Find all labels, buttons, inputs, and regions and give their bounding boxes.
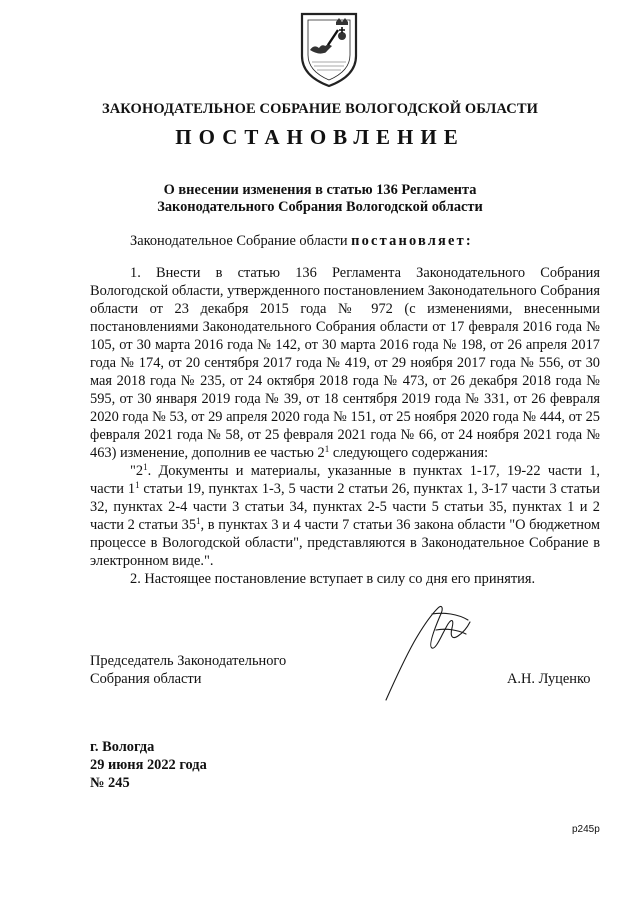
signatory-title (90, 652, 286, 688)
item-2: 2. Настоящее постановление вступает в силу со дня его принятия. (130, 571, 536, 587)
preamble-verb: постановляет: (351, 233, 473, 249)
subject-line-2: Законодательного Собрания Вологодской области (157, 199, 483, 215)
quote-superscript-3: 1 (196, 516, 201, 526)
quoted-amendment (90, 462, 600, 570)
subject-line-1: О внесении изменения в статью 136 Регламента (163, 182, 477, 198)
document-date: 29 июня 2022 года (90, 757, 207, 773)
preamble (130, 232, 473, 250)
signatory-name: А.Н. Луценко (507, 671, 591, 687)
document-body (90, 264, 600, 588)
document-type: ПОСТАНОВЛЕНИЕ (175, 125, 465, 149)
item-1-text: 1. Внести в статью 136 Регламента Законодательного Собрания Вологодской области, утвержденного постановлением Законодательного Собрания области от 23 декабря 2015 года № 972 (с изменениями, внесенными постановлениями Законодательного Собрания области от 17 февраля 2016 года № 105, от 30 марта 2016 года № 142, от 30 марта 2016 года № 198, от 26 апреля 2017 года № 174, от 20 сентября 2017 года № 419, от 29 ноября 2017 года № 556, от 30 мая 2018 года № 235, от 24 октября 2018 года № 473, от 26 декабря 2018 года № 595, от 30 января 2019 года № 39, от 18 сентября 2019 года № 331, от 26 февраля 2020 года № 53, от 29 апреля 2020 года № 151, от 25 ноября 2020 года № 444, от 25 февраля 2021 года № 58, от 25 февраля 2021 года № 66, от 24 ноября 2021 года № 463) изменение, дополнив ее частью 2 (90, 265, 600, 461)
document-number: № 245 (90, 775, 130, 791)
quote-text-3: статьи 19, пунктах 1-3, 5 части 2 статьи 26, пунктах 1, 3-17 части 3 статьи 32, пунктах 2-4 части 3 статьи 34, пунктах 2-5 части 5 статьи 35, пунктах 1 и 2 части 2 статьи 35 (90, 481, 601, 533)
document-code: р245р (572, 824, 600, 835)
quote-text-1: "2 (130, 463, 144, 479)
preamble-text: Законодательное Собрание области (130, 233, 348, 249)
coat-of-arms-icon (298, 10, 360, 90)
signatory-title-line-2: Собрания области (90, 671, 202, 687)
organization-name: ЗАКОНОДАТЕЛЬНОЕ СОБРАНИЕ ВОЛОГОДСКОЙ ОБЛАСТИ (101, 101, 538, 117)
document-place: г. Вологда (90, 739, 155, 755)
item-1 (90, 264, 600, 462)
quote-superscript-1: 1 (143, 462, 148, 472)
quote-text-2: . Документы и материалы, указанные в пунктах 1-17, 19-22 части 1, части 1 (90, 463, 600, 497)
document-place-date (90, 738, 207, 792)
quote-superscript-2: 1 (135, 480, 140, 490)
item-1-text-end: следующего содержания: (329, 445, 489, 461)
quote-text-4: , в пунктах 3 и 4 части 7 статьи 36 закона области "О бюджетном процессе в Вологодской области", представляются в Законодательное Собрание в электронном виде.". (90, 517, 600, 569)
signatory-title-line-1: Председатель Законодательного (90, 653, 287, 669)
item-1-superscript: 1 (324, 444, 330, 454)
handwritten-signature (380, 590, 475, 705)
document-subject (0, 182, 640, 216)
